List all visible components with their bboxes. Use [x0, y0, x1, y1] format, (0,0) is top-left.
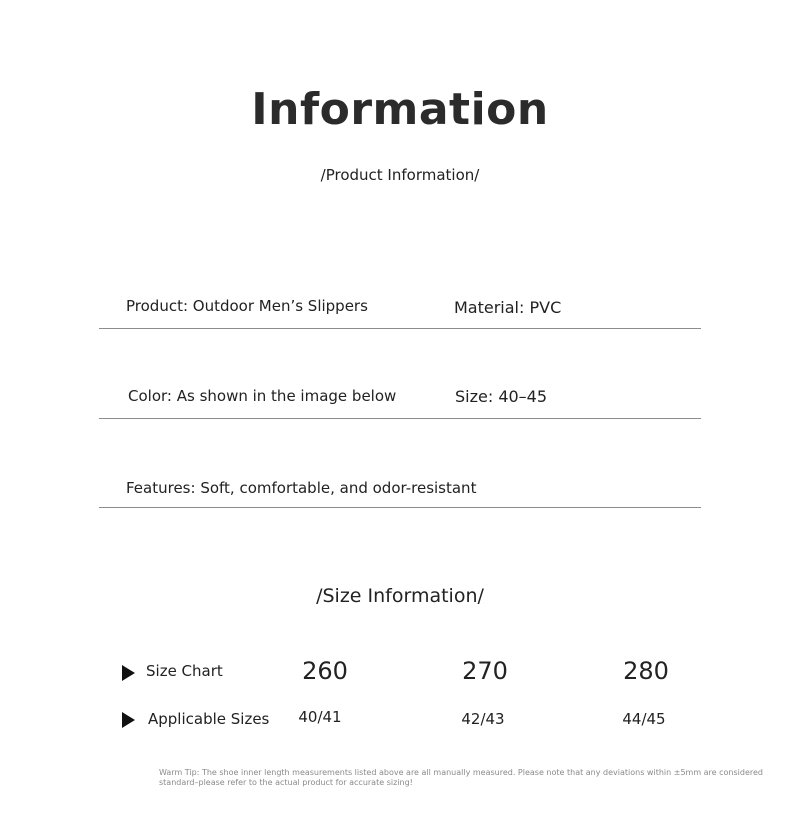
product-material: Material: PVC [454, 298, 562, 317]
product-color: Color: As shown in the image below [128, 387, 397, 405]
divider-2 [99, 418, 701, 419]
divider-1 [99, 328, 701, 329]
warm-tip-note: Warm Tip: The shoe inner length measurements listed above are all manually measured. Please note that any deviations within ±5mm are considered standard–please refer to the actual product for accurate sizing! [159, 768, 764, 787]
size-chart-value: 280 [623, 657, 669, 685]
triangle-right-icon [122, 665, 135, 681]
product-features: Features: Soft, comfortable, and odor-resistant [126, 479, 477, 497]
size-chart-value: 270 [462, 657, 508, 685]
triangle-right-icon [122, 712, 135, 728]
applicable-size-value: 44/45 [622, 710, 666, 728]
page-title: Information [251, 84, 549, 135]
product-size: Size: 40–45 [455, 387, 548, 406]
size-chart-value: 260 [302, 657, 348, 685]
page-subtitle: /Product Information/ [320, 166, 480, 184]
applicable-size-value: 42/43 [461, 710, 505, 728]
applicable-size-value: 40/41 [298, 708, 342, 726]
product-name: Product: Outdoor Men’s Slippers [126, 297, 368, 315]
size-chart-label: Size Chart [146, 662, 223, 680]
size-section-title: /Size Information/ [316, 585, 484, 607]
applicable-sizes-label: Applicable Sizes [148, 710, 270, 728]
divider-3 [99, 507, 701, 508]
